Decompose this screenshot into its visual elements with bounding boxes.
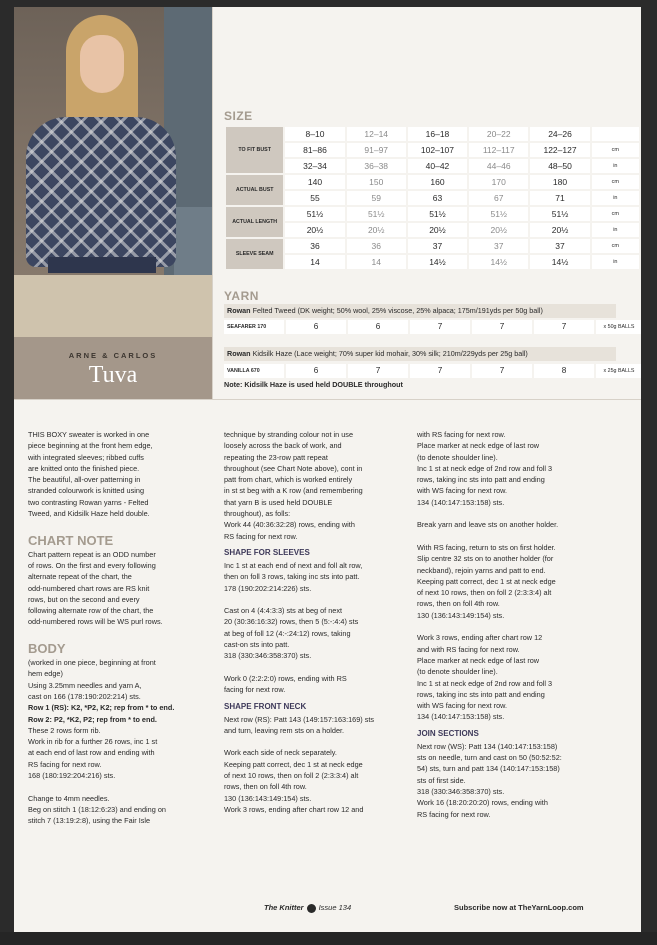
yarn-2-qty: 7 bbox=[348, 364, 408, 378]
size-value: 40–42 bbox=[408, 159, 467, 173]
magazine-page bbox=[14, 7, 641, 932]
size-value: 91–97 bbox=[347, 143, 406, 157]
body-text-line: repeating the 23-row patt repeat bbox=[224, 452, 328, 462]
body-text-line: 318 (330:346:358:370) sts. bbox=[224, 651, 312, 661]
text-column-3 bbox=[417, 429, 603, 820]
body-text-line: Using 3.25mm needles and yarn A, bbox=[28, 680, 142, 690]
body-text-line: Change to 4mm needles. bbox=[28, 793, 110, 803]
body-text-line: Cast on 4 (4:4:3:3) sts at beg of next bbox=[224, 606, 343, 616]
body-text-line: with RS facing for next row. bbox=[417, 430, 506, 439]
yarn-1-qty: 7 bbox=[534, 320, 594, 334]
yarn-1-description: Felted Tweed (DK weight; 50% wool, 25% viscose, 25% alpaca; 175m/191yds per 50g ball) bbox=[252, 306, 543, 315]
size-unit: cm bbox=[592, 207, 639, 221]
size-value: 63 bbox=[408, 191, 467, 205]
yarn-1-title bbox=[224, 304, 616, 318]
size-value: 37 bbox=[530, 239, 589, 253]
vertical-divider bbox=[212, 7, 213, 399]
size-table bbox=[224, 125, 641, 271]
size-value: 55 bbox=[285, 191, 344, 205]
yarn-2-quantities bbox=[224, 364, 641, 378]
instruction-row: Row 1 (RS): K2, *P2, K2; rep from * to end. bbox=[28, 703, 175, 713]
size-value: 14½ bbox=[530, 255, 589, 269]
size-value: 51½ bbox=[285, 207, 344, 221]
size-value: 102–107 bbox=[408, 143, 467, 157]
body-text-line: sts on needle, turn and cast on 50 (50:52:52: bbox=[417, 753, 562, 763]
size-row bbox=[226, 191, 639, 205]
size-value: 37 bbox=[469, 239, 528, 253]
body-text-line: Break yarn and leave sts on another holder. bbox=[417, 520, 559, 530]
body-text-line: loosely across the back of work, and bbox=[224, 441, 342, 451]
magazine-logo-icon bbox=[307, 904, 316, 913]
size-row bbox=[226, 175, 639, 189]
model-photo bbox=[14, 7, 212, 337]
body-text-line: then on foll 3 rows, taking inc sts into patt. bbox=[224, 572, 360, 582]
size-unit: in bbox=[592, 223, 639, 237]
body-text-line: of next 10 rows, then on foll 2 (2:3:3:4) alt bbox=[417, 588, 552, 598]
body-text-line: 134 (140:147:153:158) sts. bbox=[417, 497, 505, 507]
size-value: 44–46 bbox=[469, 159, 528, 173]
size-row bbox=[226, 255, 639, 269]
body-text-line: 54) sts, turn and patt 134 (140:147:153:158) bbox=[417, 764, 560, 774]
size-unit: cm bbox=[592, 143, 639, 157]
yarn-2-title bbox=[224, 347, 616, 361]
subsection-heading: JOIN SECTIONS bbox=[417, 728, 479, 738]
size-value: 37 bbox=[408, 239, 467, 253]
size-unit: in bbox=[592, 191, 639, 205]
body-text-line: of rows. On the first and every following bbox=[28, 560, 156, 570]
yarn-note: Note: Kidsilk Haze is used held DOUBLE throughout bbox=[224, 380, 403, 389]
body-text-line: with WS facing for next row. bbox=[417, 486, 508, 496]
size-value: 48–50 bbox=[530, 159, 589, 173]
size-value: 20½ bbox=[530, 223, 589, 237]
issue-number: Issue 134 bbox=[318, 903, 352, 912]
body-text-line: stitch 7 (13:19:2:8), using the Fair Isle bbox=[28, 816, 151, 826]
size-value: 20–22 bbox=[469, 127, 528, 141]
body-text-line: With RS facing, return to sts on first holder. bbox=[417, 542, 556, 552]
size-value: 24–26 bbox=[530, 127, 589, 141]
magazine-name: The Knitter bbox=[264, 903, 304, 912]
body-text-line: rows, then on foll 4th row. bbox=[417, 599, 500, 609]
size-value: 16–18 bbox=[408, 127, 467, 141]
body-text-line: Chart pattern repeat is an ODD number bbox=[28, 549, 156, 559]
yarn-1-shade: SEAFARER 170 bbox=[224, 320, 284, 334]
paragraph-gap bbox=[224, 594, 406, 605]
size-value: 20½ bbox=[347, 223, 406, 237]
paragraph-gap bbox=[224, 662, 406, 673]
size-unit: in bbox=[592, 255, 639, 269]
body-text-line: Place marker at neck edge of last row bbox=[417, 655, 540, 665]
size-value: 122–127 bbox=[530, 143, 589, 157]
size-value: 59 bbox=[347, 191, 406, 205]
body-text-line: are knitted onto the finished piece. bbox=[28, 463, 140, 473]
body-text-line: Inc 1 st at neck edge of 2nd row and foll 3 bbox=[417, 678, 553, 688]
yarn-2-qty: 7 bbox=[472, 364, 532, 378]
yarn-2-qty: 7 bbox=[410, 364, 470, 378]
photo-model-face bbox=[80, 35, 124, 93]
yarn-1-qty: 6 bbox=[348, 320, 408, 334]
yarn-2-description: Kidsilk Haze (Lace weight; 70% super kid mohair, 30% silk; 210m/229yds per 25g ball) bbox=[252, 349, 528, 358]
paragraph-gap bbox=[28, 519, 210, 530]
size-value: 36–38 bbox=[347, 159, 406, 173]
body-text-line: at each end of last row and ending with bbox=[28, 748, 155, 758]
size-value: 170 bbox=[469, 175, 528, 189]
body-text-line: at beg of foll 12 (4:-:24:12) rows, taking bbox=[224, 628, 351, 638]
body-text-line: neckband), rejoin yarns and patt to end. bbox=[417, 565, 546, 575]
size-value: 140 bbox=[285, 175, 344, 189]
body-text-line: Next row (RS): Patt 143 (149:157:163:169) sts bbox=[224, 714, 375, 724]
size-unit: cm bbox=[592, 175, 639, 189]
body-text-line: throughout (see Chart Note above), cont in bbox=[224, 463, 363, 473]
body-text-line: Work 3 rows, ending after chart row 12 bbox=[417, 633, 543, 643]
size-row bbox=[226, 159, 639, 173]
size-value: 14½ bbox=[408, 255, 467, 269]
photo-trousers bbox=[14, 275, 212, 337]
paragraph-gap bbox=[417, 531, 603, 542]
yarn-1-qty: 7 bbox=[472, 320, 532, 334]
body-text-line: rows, then on foll 4th row. bbox=[224, 782, 307, 792]
body-text-line: with integrated sleeves; ribbed cuffs bbox=[28, 452, 144, 462]
size-value: 14 bbox=[285, 255, 344, 269]
body-text-line: (to denote shoulder line). bbox=[417, 667, 498, 677]
body-text-line: 134 (140:147:153:158) sts. bbox=[417, 712, 505, 722]
body-text-line: rows, taking inc sts into patt and ending bbox=[417, 475, 545, 485]
subscribe-link[interactable]: Subscribe now at TheYarnLoop.com bbox=[454, 903, 584, 912]
body-text-line: Slip centre 32 sts on to another holder (for bbox=[417, 554, 554, 564]
body-text-line: 20 (30:36:16:32) rows, then 5 (5:-:4:4) sts bbox=[224, 617, 359, 627]
body-text-line: Beg on stitch 1 (18:12:6:23) and ending on bbox=[28, 804, 166, 814]
yarn-1-qty: 6 bbox=[286, 320, 346, 334]
size-value: 51½ bbox=[469, 207, 528, 221]
size-unit: cm bbox=[592, 239, 639, 253]
body-text-line: facing for next row. bbox=[224, 685, 286, 695]
body-text-line: and with RS facing for next row. bbox=[417, 644, 520, 654]
body-text-line: (worked in one piece, beginning at front bbox=[28, 658, 156, 668]
body-text-line: that yarn B is used held DOUBLE bbox=[224, 497, 333, 507]
body-text-line: 318 (330:346:358:370) sts. bbox=[417, 786, 505, 796]
body-text-line: RS facing for next row. bbox=[224, 531, 298, 541]
yarn-2-qty: 6 bbox=[286, 364, 346, 378]
size-value: 20½ bbox=[469, 223, 528, 237]
body-text-line: 168 (180:192:204:216) sts. bbox=[28, 771, 116, 781]
size-value: 51½ bbox=[347, 207, 406, 221]
size-value: 20½ bbox=[408, 223, 467, 237]
body-text-line: following alternate row of the chart, the bbox=[28, 606, 154, 616]
size-row bbox=[226, 239, 639, 253]
photo-sweater bbox=[26, 117, 176, 267]
body-text-line: stranded colourwork is knitted using bbox=[28, 486, 144, 496]
body-text-line: 178 (190:202:214:226) sts. bbox=[224, 583, 312, 593]
yarn-heading: YARN bbox=[224, 289, 259, 303]
body-text-line: Work each side of neck separately. bbox=[224, 748, 337, 758]
designer-name: ARNE & CARLOS bbox=[68, 351, 158, 360]
body-text-line: Keeping patt correct, dec 1 st at neck edge bbox=[417, 576, 556, 586]
body-text-line: sts of first side. bbox=[417, 775, 466, 785]
paragraph-gap bbox=[224, 736, 406, 747]
design-title: Tuva bbox=[88, 362, 138, 388]
yarn-1-quantities bbox=[224, 320, 641, 334]
size-row-label: ACTUAL BUST bbox=[226, 175, 283, 205]
body-text-line: 130 (136:143:149:154) sts. bbox=[224, 793, 312, 803]
body-text-line: two contrasting Rowan yarns - Felted bbox=[28, 497, 149, 507]
paragraph-gap bbox=[28, 628, 210, 639]
size-value: 112–117 bbox=[469, 143, 528, 157]
body-text-line: RS facing for next row. bbox=[417, 809, 491, 819]
paragraph-gap bbox=[417, 508, 603, 519]
section-heading: CHART NOTE bbox=[28, 532, 114, 548]
title-block bbox=[14, 337, 212, 399]
paragraph-gap bbox=[417, 621, 603, 632]
body-text-line: Work 0 (2:2:2:0) rows, ending with RS bbox=[224, 673, 347, 683]
size-value: 14½ bbox=[469, 255, 528, 269]
size-row bbox=[226, 127, 639, 141]
body-text-line: cast-on sts into patt. bbox=[224, 640, 290, 650]
body-text-line: odd-numbered rows will be WS purl rows. bbox=[28, 617, 163, 627]
size-value: 8–10 bbox=[285, 127, 344, 141]
body-text-line: and turn, leaving rem sts on a holder. bbox=[224, 725, 345, 735]
body-text-line: throughout), as folls: bbox=[224, 509, 291, 519]
viewer-bottom-bar bbox=[0, 932, 657, 945]
size-row bbox=[226, 207, 639, 221]
body-text-line: Inc 1 st at neck edge of 2nd row and foll 3 bbox=[417, 463, 553, 473]
footer-magazine bbox=[264, 903, 351, 913]
size-value: 71 bbox=[530, 191, 589, 205]
size-value: 150 bbox=[347, 175, 406, 189]
section-heading: BODY bbox=[28, 641, 66, 657]
yarn-2-brand: Rowan bbox=[227, 349, 251, 358]
text-column-1 bbox=[28, 429, 210, 827]
instruction-row: Row 2: P2, *K2, P2; rep from * to end. bbox=[28, 714, 157, 724]
subsection-heading: SHAPE FRONT NECK bbox=[224, 701, 307, 711]
body-text-line: Keeping patt correct, dec 1 st at neck edge bbox=[224, 759, 363, 769]
body-text-line: cast on 166 (178:190:202:214) sts. bbox=[28, 691, 141, 701]
body-text-line: patt from chart, which is worked entirely bbox=[224, 475, 353, 485]
yarn-2-shade: VANILLA 670 bbox=[224, 364, 284, 378]
size-unit bbox=[592, 127, 639, 141]
body-text-line: Inc 1 st at each end of next and foll alt row, bbox=[224, 560, 363, 570]
body-text-line: THIS BOXY sweater is worked in one bbox=[28, 430, 150, 439]
body-text-line: rows, but on the second and every bbox=[28, 594, 140, 604]
body-text-line: alternate repeat of the chart, the bbox=[28, 572, 132, 582]
yarn-1-brand: Rowan bbox=[227, 306, 251, 315]
size-value: 160 bbox=[408, 175, 467, 189]
size-value: 36 bbox=[347, 239, 406, 253]
yarn-2-qty: 8 bbox=[534, 364, 594, 378]
body-text-line: Next row (WS): Patt 134 (140:147:153:158) bbox=[417, 741, 558, 751]
size-value: 14 bbox=[347, 255, 406, 269]
size-value: 180 bbox=[530, 175, 589, 189]
size-value: 20½ bbox=[285, 223, 344, 237]
body-text-line: The beautiful, all-over patterning in bbox=[28, 475, 141, 485]
size-value: 12–14 bbox=[347, 127, 406, 141]
size-unit: in bbox=[592, 159, 639, 173]
size-value: 32–34 bbox=[285, 159, 344, 173]
yarn-1-unit: x 50g BALLS bbox=[596, 320, 641, 334]
horizontal-divider bbox=[14, 399, 641, 400]
text-column-2 bbox=[224, 429, 406, 815]
body-text-line: odd-numbered chart rows are RS knit bbox=[28, 583, 150, 593]
body-text-line: piece beginning at the front hem edge, bbox=[28, 441, 153, 451]
size-row-label: SLEEVE SEAM bbox=[226, 239, 283, 269]
body-text-line: technique by stranding colour not in use bbox=[224, 430, 353, 439]
size-value: 51½ bbox=[530, 207, 589, 221]
size-row bbox=[226, 143, 639, 157]
yarn-2-unit: x 25g BALLS bbox=[596, 364, 641, 378]
paragraph-gap bbox=[28, 781, 210, 792]
body-text-line: Tweed, and Kidsilk Haze held double. bbox=[28, 509, 150, 519]
body-text-line: Work 16 (18:20:20:20) rows, ending with bbox=[417, 798, 548, 808]
body-text-line: 130 (136:143:149:154) sts. bbox=[417, 610, 505, 620]
body-text-line: of next 10 rows, then on foll 2 (2:3:3:4) alt bbox=[224, 771, 359, 781]
body-text-line: (to denote shoulder line). bbox=[417, 452, 498, 462]
size-value: 67 bbox=[469, 191, 528, 205]
photo-sweater-rib bbox=[48, 257, 156, 273]
size-value: 51½ bbox=[408, 207, 467, 221]
body-text-line: Work 44 (40:36:32:28) rows, ending with bbox=[224, 520, 355, 530]
size-heading: SIZE bbox=[224, 109, 253, 123]
size-row-label: ACTUAL LENGTH bbox=[226, 207, 283, 237]
subsection-heading: SHAPE FOR SLEEVES bbox=[224, 547, 310, 557]
size-row-label: TO FIT BUST bbox=[226, 127, 283, 173]
body-text-line: Place marker at neck edge of last row bbox=[417, 441, 540, 451]
body-text-line: hem edge) bbox=[28, 669, 63, 679]
body-text-line: Work in rib for a further 26 rows, inc 1 st bbox=[28, 737, 158, 747]
body-text-line: in st st beg with a K row (and remembering bbox=[224, 486, 363, 496]
size-row bbox=[226, 223, 639, 237]
size-value: 36 bbox=[285, 239, 344, 253]
size-value: 81–86 bbox=[285, 143, 344, 157]
body-text-line: Work 3 rows, ending after chart row 12 and bbox=[224, 804, 364, 814]
yarn-1-qty: 7 bbox=[410, 320, 470, 334]
body-text-line: These 2 rows form rib. bbox=[28, 725, 101, 735]
body-text-line: rows, taking inc sts into patt and ending bbox=[417, 689, 545, 699]
body-text-line: with WS facing for next row. bbox=[417, 701, 508, 711]
body-text-line: RS facing for next row. bbox=[28, 759, 102, 769]
